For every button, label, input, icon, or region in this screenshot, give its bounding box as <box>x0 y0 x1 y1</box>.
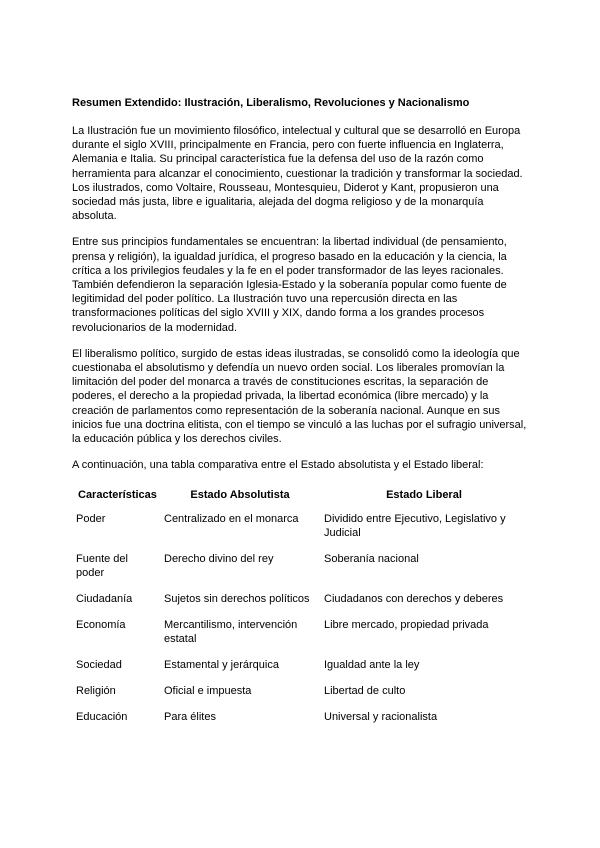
absolutista-cell: Centralizado en el monarca <box>164 513 299 526</box>
row-label: Economía <box>76 619 126 632</box>
absolutista-cell: Oficial e impuesta <box>164 685 252 698</box>
row-label: Educación <box>76 711 128 724</box>
liberal-cell: Igualdad ante la ley <box>324 659 420 672</box>
absolutista-cell: Derecho divino del rey <box>164 553 274 566</box>
row-label: Religión <box>76 685 116 698</box>
table-row <box>72 552 528 592</box>
liberal-cell: Dividido entre Ejecutivo, Legislativo y Judicial <box>324 513 506 540</box>
table-row <box>72 684 528 710</box>
header-estado-liberal: Estado Liberal <box>386 489 462 502</box>
absolutista-cell: Estamental y jerárquica <box>164 659 279 672</box>
row-label: Poder <box>76 513 106 526</box>
absolutista-cell: Para élites <box>164 711 216 724</box>
comparison-table <box>72 488 528 736</box>
header-estado-absolutista: Estado Absolutista <box>190 489 290 502</box>
table-intro: A continuación, una tabla comparativa entre el Estado absolutista y el Estado liberal: <box>72 459 484 472</box>
table-row <box>72 512 528 552</box>
table-row <box>72 658 528 684</box>
table-row <box>72 710 528 736</box>
table-row <box>72 592 528 618</box>
liberal-cell: Soberanía nacional <box>324 553 419 566</box>
document-page <box>72 96 528 736</box>
row-label: Sociedad <box>76 659 122 672</box>
paragraph-ilustracion: La Ilustración fue un movimiento filosófico, intelectual y cultural que se desarrolló en Europa durante el siglo XVIII, principalmente en Francia, pero con fuerte influencia en Inglaterra, Alemania e Italia. Su principal característica fue la defensa del uso de la razón como herramienta para alcanzar el conocimiento, cuestionar la tradición y transformar la sociedad. Los ilustrados, como Voltaire, Rousseau, Montesquieu, Diderot y Kant, propusieron una sociedad más justa, libre e igualitaria, alejada del dogma religioso y de la monarquía absoluta. <box>72 125 523 223</box>
header-caracteristicas: Características <box>78 489 157 502</box>
row-label: Fuente del poder <box>76 553 128 580</box>
liberal-cell: Libre mercado, propiedad privada <box>324 619 489 632</box>
row-label: Ciudadanía <box>76 593 133 606</box>
table-row <box>72 618 528 658</box>
liberal-cell: Universal y racionalista <box>324 711 438 724</box>
absolutista-cell: Mercantilismo, intervención estatal <box>164 619 298 646</box>
paragraph-principios: Entre sus principios fundamentales se encuentran: la libertad individual (de pensamiento, prensa y religión), la igualdad jurídica, el progreso basado en la educación y la ciencia, la crítica a los privilegios feudales y la fe en el poder transformador de las leyes racionales. También defendieron la separación Iglesia-Estado y la soberanía popular como fuente de legitimidad del poder político. La Ilustración tuvo una repercusión directa en las transformaciones políticas del siglo XVIII y XIX, dando forma a los grandes procesos revolucionarios de la modernidad. <box>72 236 507 334</box>
absolutista-cell: Sujetos sin derechos políticos <box>164 593 310 606</box>
table-header-row <box>72 488 528 512</box>
liberal-cell: Libertad de culto <box>324 685 406 698</box>
document-title: Resumen Extendido: Ilustración, Liberalismo, Revoluciones y Nacionalismo <box>72 97 470 109</box>
liberal-cell: Ciudadanos con derechos y deberes <box>324 593 504 606</box>
paragraph-liberalismo: El liberalismo político, surgido de estas ideas ilustradas, se consolidó como la ideología que cuestionaba el absolutismo y defendía un nuevo orden social. Los liberales promovían la limitación del poder del monarca a través de constituciones escritas, la separación de poderes, el derecho a la propiedad privada, la libertad económica (libre mercado) y la creación de parlamentos como representación de la soberanía nacional. Aunque en sus inicios fue una doctrina elitista, con el tiempo se vinculó a las luchas por el sufragio universal, la educación pública y los derechos civiles. <box>72 347 527 446</box>
